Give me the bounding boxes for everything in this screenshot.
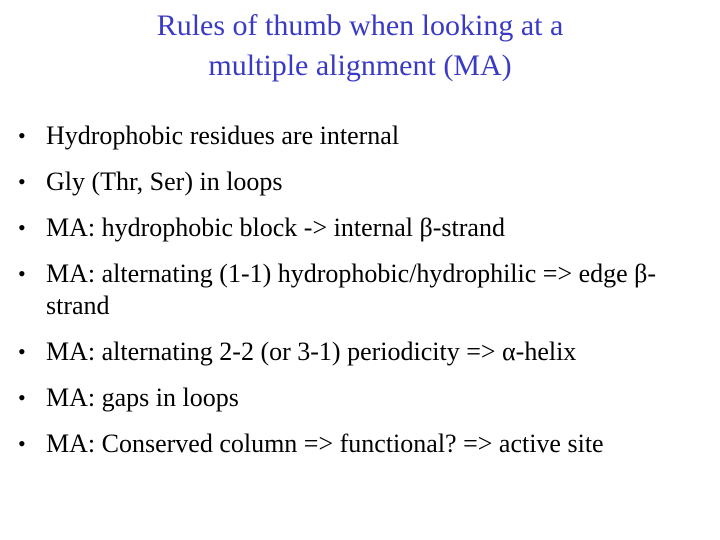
bullet-item <box>14 212 714 244</box>
bullet-marker: • <box>18 339 26 364</box>
title-line-1: Rules of thumb when looking at a <box>156 9 564 42</box>
bullet-text: MA: gaps in loops <box>46 383 239 412</box>
bullet-marker: • <box>18 169 26 194</box>
bullet-marker: • <box>18 431 26 456</box>
bullet-item <box>14 428 714 460</box>
bullet-marker: • <box>18 123 26 148</box>
bullet-text: Gly (Thr, Ser) in loops <box>46 167 283 196</box>
bullet-marker: • <box>18 261 26 286</box>
bullet-item <box>14 166 714 198</box>
bullet-text: Hydrophobic residues are internal <box>46 121 400 150</box>
bullet-item <box>14 120 714 152</box>
bullet-text: MA: hydrophobic block -> internal β-strand <box>46 213 505 242</box>
bullet-item <box>14 336 714 368</box>
bullet-text: MA: alternating 2-2 (or 3-1) periodicity => α-helix <box>46 337 577 366</box>
bullet-item <box>14 258 714 322</box>
bullet-text: MA: alternating (1-1) hydrophobic/hydrophilic => edge β-strand <box>46 259 657 320</box>
bullet-list <box>14 120 714 474</box>
bullet-marker: • <box>18 215 26 240</box>
title-line-2: multiple alignment (MA) <box>208 49 512 82</box>
bullet-item <box>14 382 714 414</box>
bullet-text: MA: Conserved column => functional? => active site <box>46 429 604 458</box>
slide-title <box>0 6 720 86</box>
bullet-marker: • <box>18 385 26 410</box>
